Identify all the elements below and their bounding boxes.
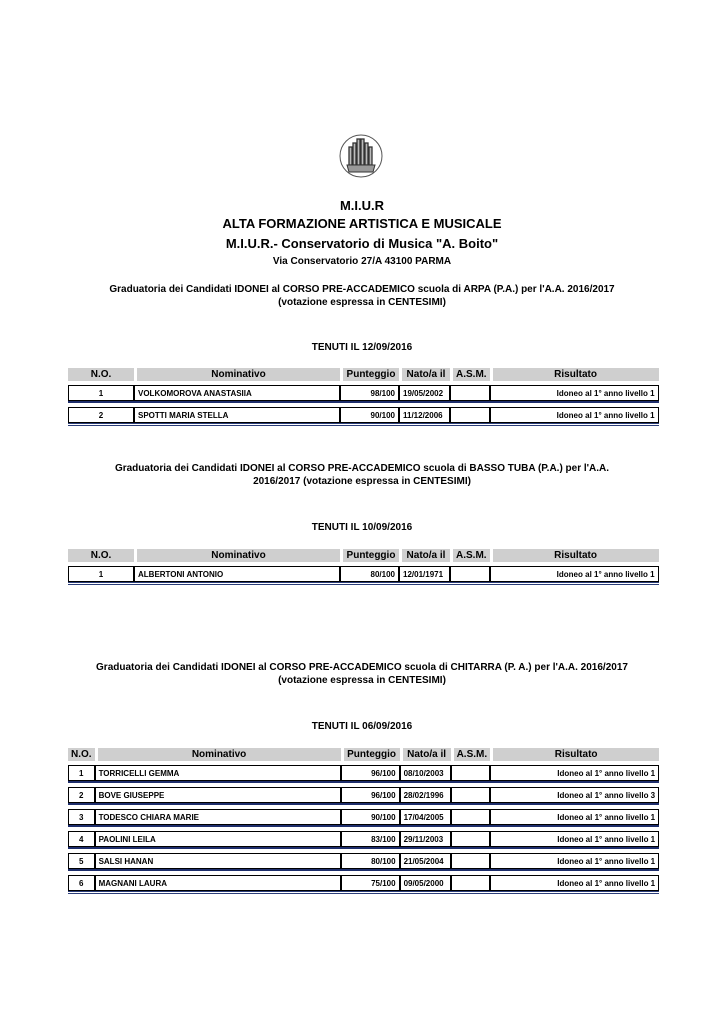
col-header: Nominativo [95,748,341,761]
cell-no: 3 [68,809,95,825]
caption-line: 2016/2017 (votazione espressa in CENTESIMI) [253,476,471,487]
cell-no: 2 [68,407,134,423]
cell-asm [450,407,490,423]
col-header: Punteggio [341,748,400,761]
cell-result: Idoneo al 1° anno livello 1 [490,385,659,401]
col-header: Nato/a il [400,748,451,761]
cell-born: 12/01/1971 [399,566,450,582]
caption-line: (votazione espressa in CENTESIMI) [278,675,446,686]
cell-no: 1 [68,566,134,582]
cell-asm [451,765,491,781]
cell-name: TORRICELLI GEMMA [95,765,341,781]
col-header: Nominativo [134,549,340,562]
cell-born: 19/05/2002 [399,385,450,401]
exam-date: TENUTI IL 12/09/2016 [311,342,413,353]
col-header: A.S.M. [451,748,491,761]
header-miur: M.I.U.R [339,198,385,213]
caption-line: Graduatoria dei Candidati IDONEI al CORSO PRE-ACCADEMICO scuola di CHITARRA (P. A.) per l'A.A. 2016/2017 [96,662,628,673]
cell-name: SPOTTI MARIA STELLA [134,407,340,423]
col-header: N.O. [68,549,134,562]
col-header: Nato/a il [399,549,450,562]
cell-born: 08/10/2003 [400,765,451,781]
caption-line: Graduatoria dei Candidati IDONEI al CORSO PRE-ACCADEMICO scuola di ARPA (P.A.) per l'A.A. 2016/2017 [109,284,615,295]
cell-no: 4 [68,831,95,847]
cell-no: 2 [68,787,95,803]
cell-score: 75/100 [341,875,400,891]
cell-name: TODESCO CHIARA MARIE [95,809,341,825]
exam-date: TENUTI IL 10/09/2016 [311,522,413,533]
section-caption [62,661,662,687]
cell-result: Idoneo al 1° anno livello 1 [490,809,659,825]
cell-score: 96/100 [341,765,400,781]
cell-name: SALSI HANAN [95,853,341,869]
cell-no: 6 [68,875,95,891]
caption-line: Graduatoria dei Candidati IDONEI al CORSO PRE-ACCADEMICO scuola di BASSO TUBA (P.A.) per l'A.A. [114,463,610,474]
table-row [68,385,659,401]
cell-name: MAGNANI LAURA [95,875,341,891]
table-header-row [68,549,659,562]
cell-asm [450,566,490,582]
col-header: Risultato [490,748,659,761]
cell-no: 1 [68,385,134,401]
ranking-table [68,549,659,585]
table-row [68,407,659,423]
col-header: Nato/a il [399,368,450,381]
cell-born: 11/12/2006 [399,407,450,423]
cell-score: 96/100 [341,787,400,803]
cell-result: Idoneo al 1° anno livello 1 [490,875,659,891]
cell-asm [451,787,491,803]
cell-no: 5 [68,853,95,869]
cell-result: Idoneo al 1° anno livello 1 [490,566,659,582]
col-header: Punteggio [340,549,399,562]
cell-result: Idoneo al 1° anno livello 1 [490,407,659,423]
col-header: Risultato [490,368,659,381]
col-header: Nominativo [134,368,340,381]
header-alta-formazione: ALTA FORMAZIONE ARTISTICA E MUSICALE [222,216,502,231]
cell-score: 80/100 [340,566,399,582]
table-header-row [68,368,659,381]
cell-asm [451,853,491,869]
section-caption [62,283,662,309]
cell-result: Idoneo al 1° anno livello 1 [490,765,659,781]
cell-score: 80/100 [341,853,400,869]
cell-born: 17/04/2005 [400,809,451,825]
cell-result: Idoneo al 1° anno livello 1 [490,831,659,847]
cell-born: 09/05/2000 [400,875,451,891]
cell-score: 98/100 [340,385,399,401]
col-header: A.S.M. [450,549,490,562]
col-header: Risultato [490,549,659,562]
table-header-row [68,748,659,761]
cell-born: 21/05/2004 [400,853,451,869]
cell-name: PAOLINI LEILA [95,831,341,847]
cell-score: 90/100 [340,407,399,423]
section-caption [62,462,662,488]
cell-result: Idoneo al 1° anno livello 1 [490,853,659,869]
header-address: Via Conservatorio 27/A 43100 PARMA [272,256,452,267]
cell-name: BOVE GIUSEPPE [95,787,341,803]
cell-asm [451,831,491,847]
ranking-table [68,748,659,894]
table-row [68,831,659,847]
table-row [68,566,659,582]
table-row [68,765,659,781]
col-header: N.O. [68,748,95,761]
cell-born: 29/11/2003 [400,831,451,847]
table-row [68,787,659,803]
cell-score: 83/100 [341,831,400,847]
cell-result: Idoneo al 1° anno livello 3 [490,787,659,803]
exam-date: TENUTI IL 06/09/2016 [311,721,413,732]
conservatorio-seal-logo [318,118,404,198]
cell-name: ALBERTONI ANTONIO [134,566,340,582]
table-row [68,809,659,825]
header-conservatorio: M.I.U.R.- Conservatorio di Musica "A. Boito" [225,236,499,251]
cell-asm [450,385,490,401]
ranking-table [68,368,659,426]
cell-score: 90/100 [341,809,400,825]
col-header: A.S.M. [450,368,490,381]
col-header: N.O. [68,368,134,381]
col-header: Punteggio [340,368,399,381]
table-row [68,875,659,891]
cell-name: VOLKOMOROVA ANASTASIIA [134,385,340,401]
cell-born: 28/02/1996 [400,787,451,803]
caption-line: (votazione espressa in CENTESIMI) [278,297,446,308]
cell-no: 1 [68,765,95,781]
cell-asm [451,875,491,891]
cell-asm [451,809,491,825]
table-row [68,853,659,869]
